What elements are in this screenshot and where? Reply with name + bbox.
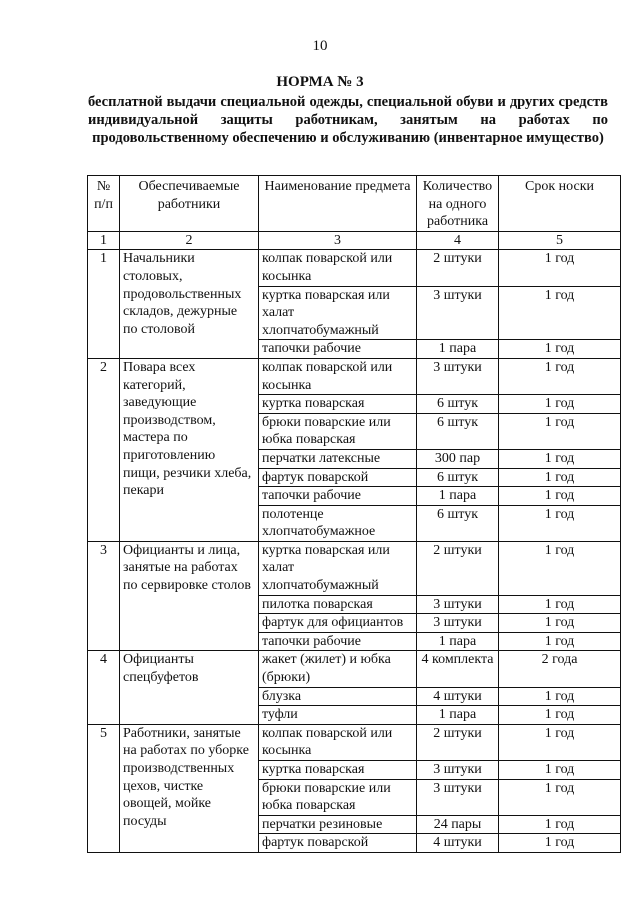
- wear-term-cell: 1 год: [499, 395, 621, 414]
- row-number: 4: [88, 651, 120, 724]
- header-item-name: Наименование предмета: [259, 176, 417, 232]
- header-number: № п/п: [88, 176, 120, 232]
- item-name-cell: полотенце хлопчатобумажное: [259, 505, 417, 541]
- item-name-cell: куртка поварская: [259, 395, 417, 414]
- quantity-cell: 4 штуки: [417, 687, 499, 706]
- table-row: [88, 651, 621, 687]
- quantity-cell: 24 пары: [417, 815, 499, 834]
- quantity-cell: 3 штуки: [417, 779, 499, 815]
- wear-term-cell: 1 год: [499, 687, 621, 706]
- item-name-cell: тапочки рабочие: [259, 632, 417, 651]
- item-name-cell: куртка поварская или халат хлопчатобумажный: [259, 286, 417, 340]
- table-body: [88, 231, 621, 852]
- row-number: 2: [88, 358, 120, 541]
- quantity-cell: 2 штуки: [417, 541, 499, 595]
- item-name-cell: жакет (жилет) и юбка (брюки): [259, 651, 417, 687]
- quantity-cell: 3 штуки: [417, 358, 499, 394]
- item-name-cell: колпак поварской или косынка: [259, 250, 417, 286]
- item-name-cell: фартук поварской: [259, 834, 417, 853]
- header-quantity: Количество на одного работника: [417, 176, 499, 232]
- header-wear-term: Срок носки: [499, 176, 621, 232]
- quantity-cell: 1 пара: [417, 340, 499, 359]
- item-name-cell: фартук для официантов: [259, 614, 417, 633]
- wear-term-cell: 1 год: [499, 413, 621, 449]
- wear-term-cell: 1 год: [499, 632, 621, 651]
- workers-cell: Работники, занятые на работах по уборке производственных цехов, чистке овощей, мойке посуды: [120, 724, 259, 852]
- item-name-cell: брюки поварские или юбка поварская: [259, 779, 417, 815]
- item-name-cell: колпак поварской или косынка: [259, 358, 417, 394]
- wear-term-cell: 1 год: [499, 724, 621, 760]
- quantity-cell: 3 штуки: [417, 614, 499, 633]
- item-name-cell: куртка поварская: [259, 761, 417, 780]
- workers-cell: Начальники столовых, продовольственных складов, дежурные по столовой: [120, 250, 259, 359]
- column-number-row: [88, 231, 621, 250]
- item-name-cell: тапочки рабочие: [259, 340, 417, 359]
- row-number: 1: [88, 250, 120, 359]
- quantity-cell: 6 штук: [417, 505, 499, 541]
- row-number: 3: [88, 541, 120, 651]
- wear-term-cell: 1 год: [499, 779, 621, 815]
- wear-term-cell: 1 год: [499, 286, 621, 340]
- workers-cell: Официанты спецбуфетов: [120, 651, 259, 724]
- row-number: 5: [88, 724, 120, 852]
- table-row: [88, 250, 621, 286]
- wear-term-cell: 1 год: [499, 449, 621, 468]
- wear-term-cell: 1 год: [499, 541, 621, 595]
- quantity-cell: 1 пара: [417, 706, 499, 725]
- wear-term-cell: 1 год: [499, 706, 621, 725]
- page-number: 10: [312, 38, 328, 54]
- wear-term-cell: 1 год: [499, 815, 621, 834]
- quantity-cell: 1 пара: [417, 487, 499, 506]
- column-number: 1: [88, 231, 120, 250]
- quantity-cell: 300 пар: [417, 449, 499, 468]
- quantity-cell: 6 штук: [417, 413, 499, 449]
- quantity-cell: 6 штук: [417, 395, 499, 414]
- column-number: 2: [120, 231, 259, 250]
- quantity-cell: 2 штуки: [417, 724, 499, 760]
- column-number: 4: [417, 231, 499, 250]
- workers-cell: Официанты и лица, занятые на работах по сервировке столов: [120, 541, 259, 651]
- quantity-cell: 6 штук: [417, 468, 499, 487]
- quantity-cell: 3 штуки: [417, 595, 499, 614]
- quantity-cell: 1 пара: [417, 632, 499, 651]
- item-name-cell: брюки поварские или юбка поварская: [259, 413, 417, 449]
- table-row: [88, 724, 621, 760]
- table-row: [88, 358, 621, 394]
- wear-term-cell: 1 год: [499, 340, 621, 359]
- quantity-cell: 2 штуки: [417, 250, 499, 286]
- column-number: 5: [499, 231, 621, 250]
- item-name-cell: куртка поварская или халат хлопчатобумажный: [259, 541, 417, 595]
- wear-term-cell: 1 год: [499, 595, 621, 614]
- wear-term-cell: 1 год: [499, 505, 621, 541]
- item-name-cell: перчатки резиновые: [259, 815, 417, 834]
- workers-cell: Повара всех категорий, заведующие производством, мастера по приготовлению пищи, резчики хлеба, пекари: [120, 358, 259, 541]
- column-number: 3: [259, 231, 417, 250]
- wear-term-cell: 2 года: [499, 651, 621, 687]
- item-name-cell: фартук поварской: [259, 468, 417, 487]
- quantity-cell: 3 штуки: [417, 286, 499, 340]
- wear-term-cell: 1 год: [499, 250, 621, 286]
- wear-term-cell: 1 год: [499, 614, 621, 633]
- item-name-cell: перчатки латексные: [259, 449, 417, 468]
- quantity-cell: 3 штуки: [417, 761, 499, 780]
- table-header-row: [88, 176, 621, 232]
- wear-term-cell: 1 год: [499, 468, 621, 487]
- item-name-cell: блузка: [259, 687, 417, 706]
- wear-term-cell: 1 год: [499, 761, 621, 780]
- quantity-cell: 4 комплекта: [417, 651, 499, 687]
- item-name-cell: тапочки рабочие: [259, 487, 417, 506]
- wear-term-cell: 1 год: [499, 358, 621, 394]
- item-name-cell: колпак поварской или косынка: [259, 724, 417, 760]
- header-workers: Обеспечиваемые работники: [120, 176, 259, 232]
- norm-table: [87, 175, 621, 853]
- item-name-cell: туфли: [259, 706, 417, 725]
- document-subtitle: бесплатной выдачи специальной одежды, специальной обуви и других средств индивидуальной защиты работникам, занятым на работах по продовольственному обеспечению и обслуживанию (инвентарное имущество): [88, 94, 608, 146]
- item-name-cell: пилотка поварская: [259, 595, 417, 614]
- table-row: [88, 541, 621, 595]
- wear-term-cell: 1 год: [499, 834, 621, 853]
- wear-term-cell: 1 год: [499, 487, 621, 506]
- quantity-cell: 4 штуки: [417, 834, 499, 853]
- document-title: НОРМА № 3: [276, 74, 364, 90]
